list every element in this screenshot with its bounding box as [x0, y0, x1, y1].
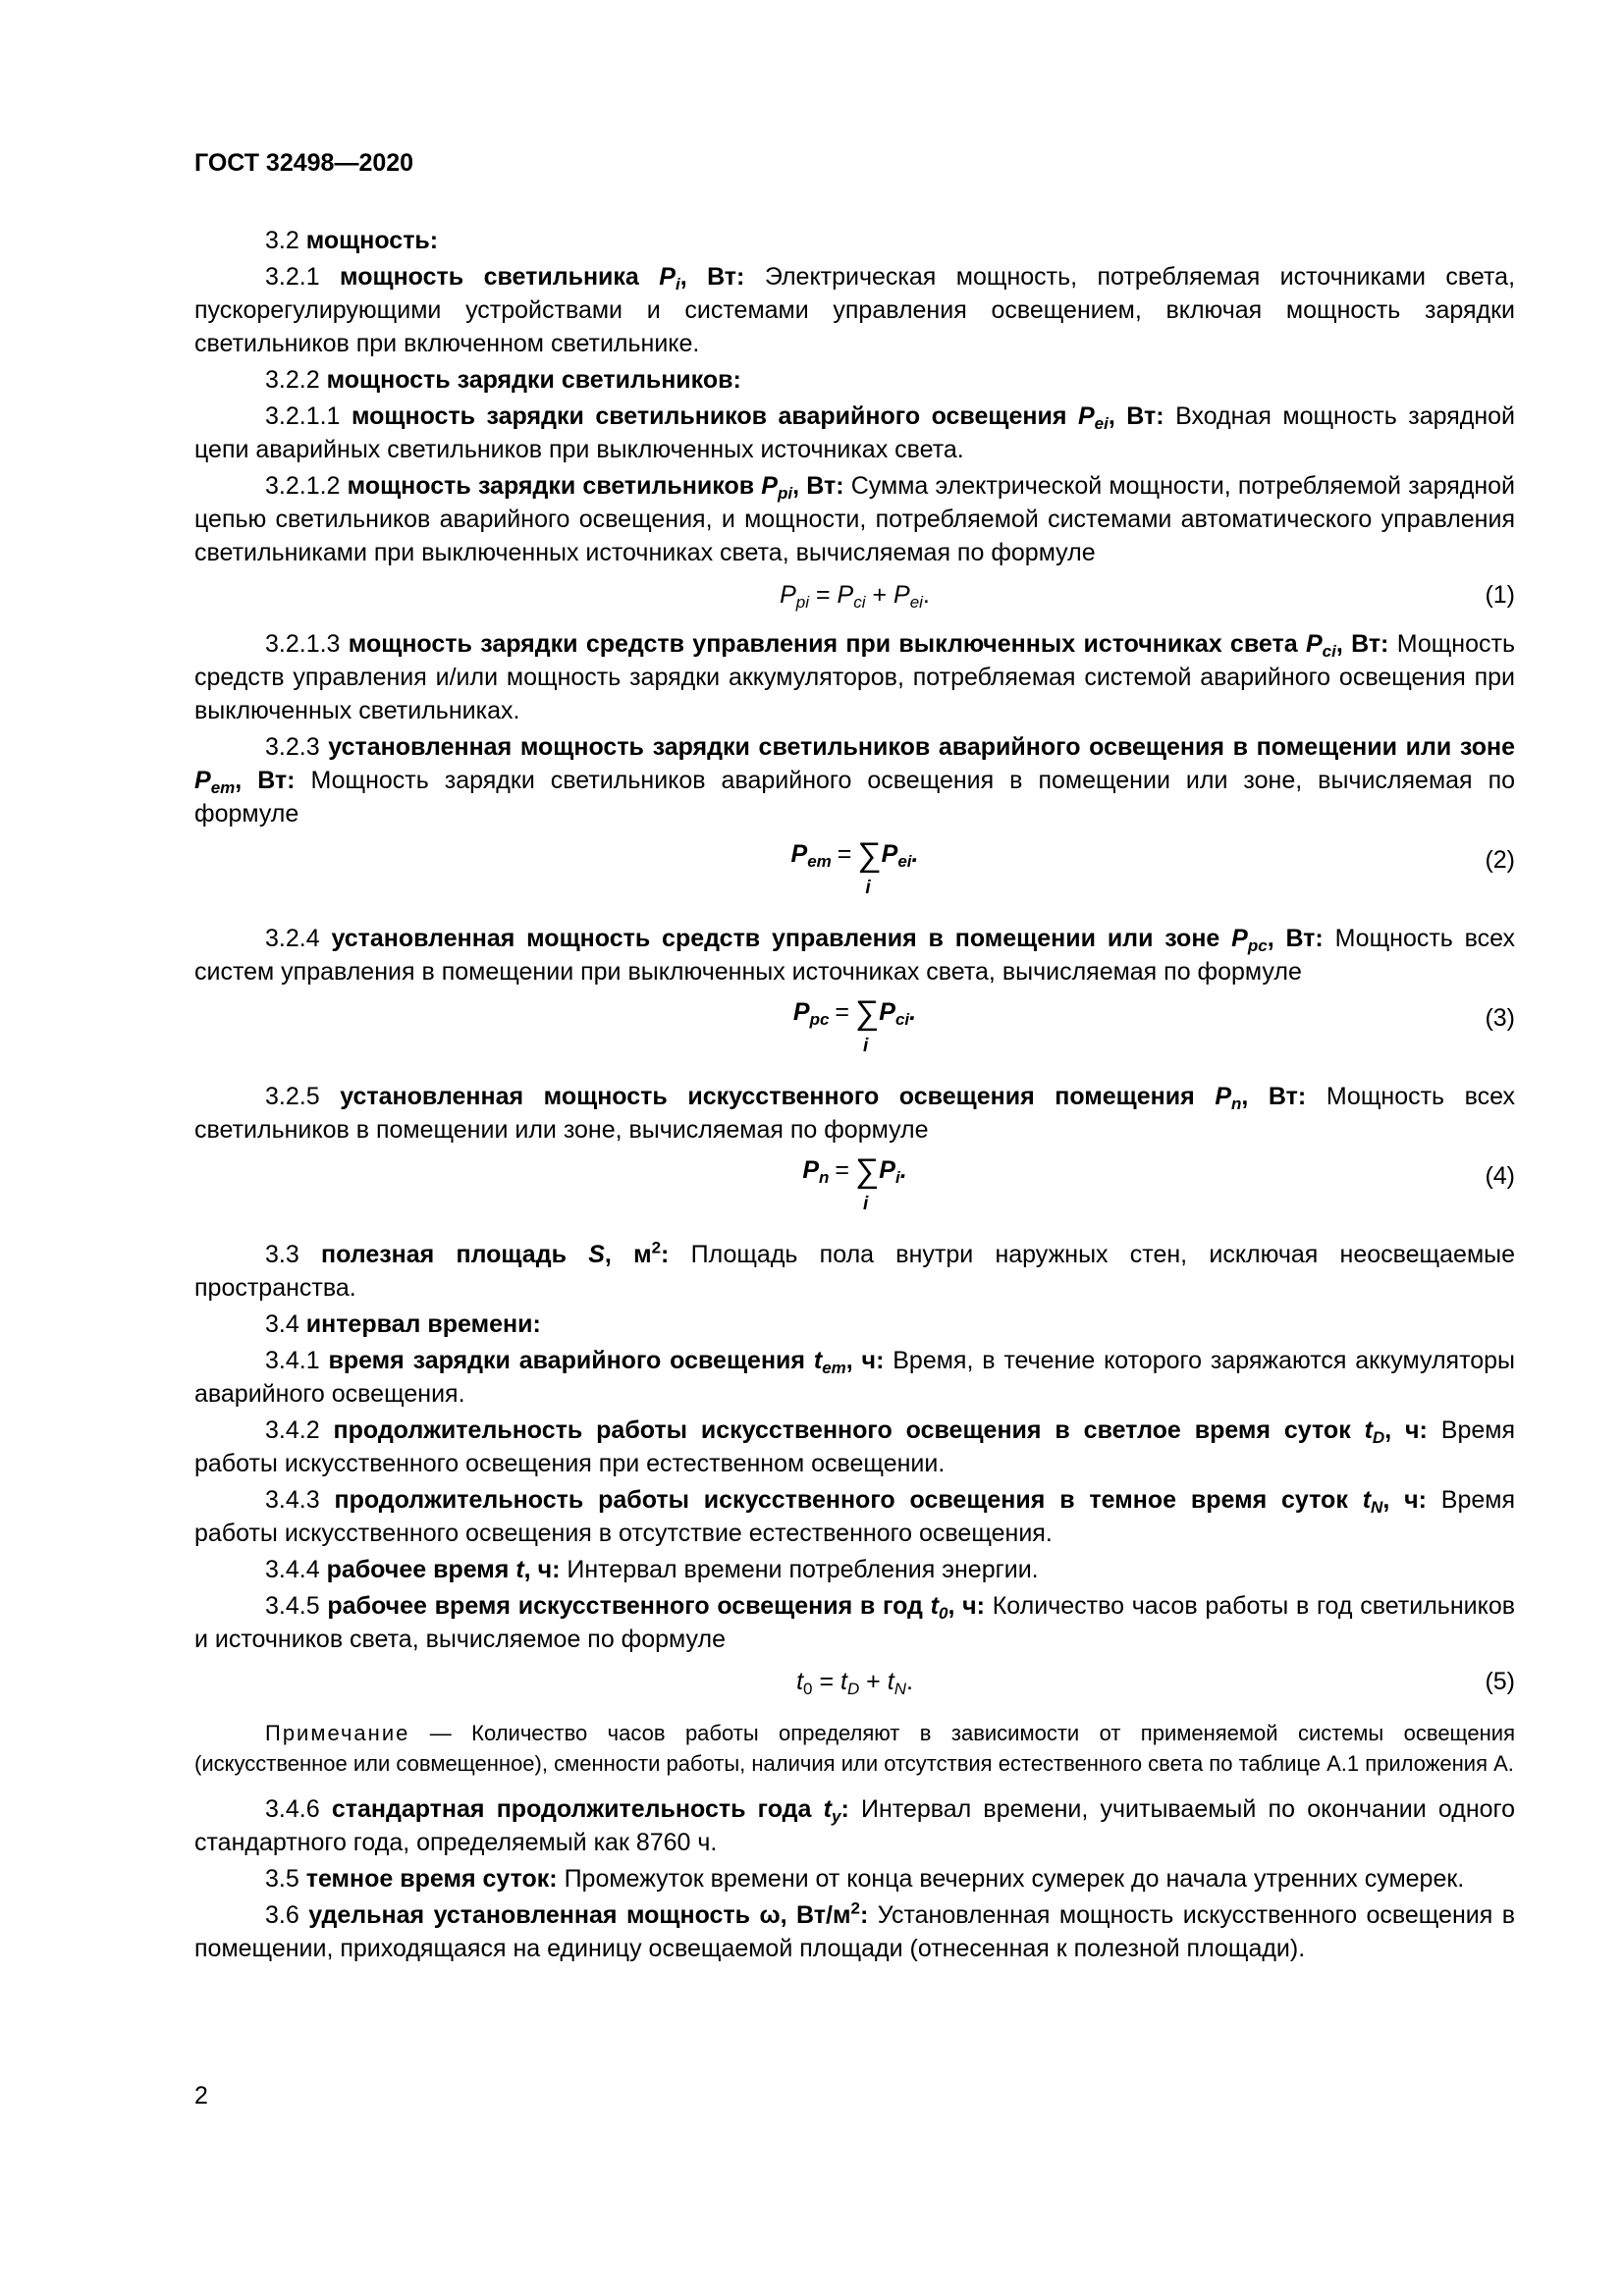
section-number: 3.6 — [265, 1901, 299, 1929]
section-3-2-1-1 — [194, 400, 1515, 466]
note-label: Примечание — [265, 1721, 410, 1745]
unit: , Вт: — [1267, 925, 1324, 952]
definition: Мощность зарядки светильников аварийного освещения в помещении или зоне, вычисляемая по формуле — [194, 767, 1516, 828]
definition: Интервал времени потребления энергии. — [560, 1556, 1039, 1583]
definition: Мощность всех светильников в помещении или зоне, вычисляемая по формуле — [194, 1083, 1516, 1144]
unit: , Вт: — [1241, 1083, 1307, 1110]
section-3-4-1 — [194, 1344, 1515, 1411]
formula-3 — [194, 991, 1515, 1074]
section-number: 3.2.1.2 — [265, 472, 341, 500]
section-3-2-5 — [194, 1080, 1515, 1147]
term: мощность: — [305, 227, 439, 254]
section-3-4-6 — [194, 1792, 1515, 1859]
formula-expression: $P_{em}$ = ∑ i $P_{ei}$. — [790, 836, 919, 898]
symbol: $P_{ci}$ — [1305, 630, 1336, 662]
term: рабочее время — [326, 1556, 510, 1583]
term: мощность зарядки светильников аварийного освещения — [351, 402, 1067, 430]
sum-symbol: ∑ i — [857, 836, 882, 898]
section-3-4 — [194, 1308, 1515, 1341]
term: установленная мощность средств управления в помещении или зоне — [331, 925, 1220, 952]
symbol: $P_n$ — [1215, 1083, 1242, 1114]
section-3-2-3 — [194, 730, 1515, 830]
section-number: 3.4.4 — [265, 1556, 320, 1583]
unit: , ч: — [845, 1347, 885, 1374]
definition: Время работы искусственного освещения в отсутствие естественного освещения. — [194, 1486, 1516, 1547]
definition: Интервал времени, учитываемый по окончании одного стандартного года, определяемый как 8760 ч. — [194, 1795, 1516, 1856]
section-3-4-5 — [194, 1589, 1515, 1656]
section-3-6 — [194, 1898, 1515, 1965]
section-3-2 — [194, 224, 1515, 257]
section-number: 3.2.3 — [265, 733, 320, 761]
section-number: 3.2 — [265, 227, 299, 254]
term: мощность зарядки светильников: — [326, 366, 741, 394]
section-number: 3.5 — [265, 1865, 299, 1893]
definition: Мощность всех систем управления в помещении при выключенных источниках света, вычисляемая по формуле — [194, 925, 1515, 986]
formula-number: (5) — [1485, 1668, 1515, 1695]
page-number: 2 — [194, 2082, 208, 2109]
section-number: 3.4.1 — [265, 1347, 320, 1374]
formula-expression: $P_n$ = ∑ i $P_i$. — [802, 1152, 907, 1214]
section-3-2-1 — [194, 260, 1515, 360]
symbol: t — [515, 1556, 524, 1583]
term: рабочее время искусственного освещения в год — [327, 1592, 923, 1620]
section-number: 3.2.1.1 — [265, 402, 341, 430]
section-3-2-1-2 — [194, 469, 1515, 569]
definition: Сумма электрической мощности, потребляемой зарядной цепью светильников аварийного освещения, и мощности, потребляемой системами автоматического управления светильниками при выключенных источниках света, вычисляемая по формуле — [194, 472, 1515, 566]
section-number: 3.2.5 — [265, 1083, 320, 1110]
symbol: $t_0$ — [930, 1592, 948, 1624]
term: полезная площадь — [321, 1241, 567, 1268]
section-number: 3.2.2 — [265, 366, 320, 394]
section-3-3 — [194, 1238, 1515, 1305]
section-number: 3.4.6 — [265, 1795, 320, 1823]
symbol: ω — [759, 1901, 781, 1929]
term: мощность зарядки средств управления при выключенных источниках света — [348, 630, 1298, 658]
term: интервал времени: — [305, 1310, 541, 1338]
symbol: S — [588, 1241, 605, 1268]
term: установленная мощность искусственного освещения помещения — [340, 1083, 1195, 1110]
document-header: ГОСТ 32498—2020 — [194, 149, 414, 177]
sum-symbol: ∑ i — [855, 1152, 880, 1214]
section-3-4-3 — [194, 1483, 1515, 1550]
section-3-5 — [194, 1862, 1515, 1896]
document-body — [194, 224, 1515, 1968]
symbol: $P_{ei}$ — [1077, 402, 1109, 434]
formula-1 — [194, 572, 1515, 621]
term: установленная мощность зарядки светильников аварийного освещения в помещении или зоне — [328, 733, 1515, 761]
section-3-4-2 — [194, 1414, 1515, 1480]
formula-expression: $t_0 = t_D + t_N$. — [796, 1668, 913, 1699]
section-3-2-4 — [194, 922, 1515, 988]
term: продолжительность работы искусственного освещения в темное время суток — [334, 1486, 1348, 1514]
note — [194, 1718, 1515, 1779]
term: мощность светильника — [340, 263, 639, 291]
formula-number: (4) — [1485, 1162, 1515, 1190]
symbol: $t_N$ — [1362, 1486, 1383, 1518]
unit: , ч: — [947, 1592, 985, 1620]
symbol: $t_D$ — [1364, 1416, 1385, 1448]
unit: , Вт: — [1108, 402, 1164, 430]
section-3-2-2 — [194, 363, 1515, 397]
unit: , $Вт/м^2$: — [780, 1898, 869, 1929]
unit: , ч: — [1382, 1486, 1427, 1514]
formula-expression: $P_{pi} = P_{ci} + P_{ei}$. — [780, 581, 930, 613]
note-text: — Количество часов работы определяют в зависимости от применяемой системы освещения (искусственное или совмещенное), сменности работы, наличия или отсутствия естественного света по таблице А.1 приложения А. — [194, 1721, 1515, 1776]
section-number: 3.2.4 — [265, 925, 320, 952]
term: мощность зарядки светильников — [347, 472, 755, 500]
term: стандартная продолжительность года — [331, 1795, 812, 1823]
section-3-2-1-3 — [194, 627, 1515, 727]
formula-number: (1) — [1485, 581, 1515, 609]
symbol: $P_i$ — [659, 263, 680, 294]
definition: Количество часов работы в год светильников и источников света, вычисляемое по формуле — [194, 1592, 1516, 1653]
unit: , Вт: — [235, 767, 296, 794]
definition: Время, в течение которого заряжаются аккумуляторы аварийного освещения. — [194, 1347, 1516, 1408]
section-number: 3.4.3 — [265, 1486, 320, 1514]
definition: Входная мощность зарядной цепи аварийных светильников при выключенных источниках света. — [194, 402, 1516, 463]
section-3-4-4 — [194, 1553, 1515, 1586]
definition: Время работы искусственного освещения при естественном освещении. — [194, 1416, 1515, 1477]
unit: , ч: — [1384, 1416, 1428, 1444]
section-number: 3.2.1.3 — [265, 630, 341, 658]
section-number: 3.4.5 — [265, 1592, 320, 1620]
formula-expression: $P_{pc}$ = ∑ i $P_{ci}$. — [792, 994, 917, 1056]
symbol: $t_y$ — [823, 1795, 841, 1827]
symbol: $P_{em}$ — [194, 767, 236, 798]
unit: , Вт: — [1335, 630, 1389, 658]
definition: Мощность средств управления и/или мощность зарядки аккумуляторов, потребляемая системой аварийного освещения при выключенных светильниках. — [194, 630, 1515, 724]
unit: , ч: — [523, 1556, 561, 1583]
section-number: 3.4 — [265, 1310, 299, 1338]
formula-4 — [194, 1149, 1515, 1232]
section-number: 3.4.2 — [265, 1416, 320, 1444]
formula-number: (3) — [1485, 1004, 1515, 1032]
formula-2 — [194, 833, 1515, 916]
formula-5 — [194, 1659, 1515, 1708]
symbol: $t_{em}$ — [813, 1347, 846, 1378]
definition: Площадь пола внутри наружных стен, исключая неосвещаемые пространства. — [194, 1241, 1515, 1302]
term: время зарядки аварийного освещения — [328, 1347, 805, 1374]
definition: Промежуток времени от конца вечерних сумерек до начала утренних сумерек. — [557, 1865, 1465, 1893]
definition: Электрическая мощность, потребляемая источниками света, пускорегулирующими устройствами и системами управления освещением, включая мощность зарядки светильников при включенном светильнике. — [194, 263, 1516, 357]
symbol: $P_{pi}$ — [761, 472, 793, 504]
sum-symbol: ∑ i — [855, 994, 880, 1056]
unit: : — [840, 1795, 849, 1823]
term: продолжительность работы искусственного освещения в светлое время суток — [333, 1416, 1351, 1444]
unit: , Вт: — [792, 472, 844, 500]
symbol: $P_{pc}$ — [1231, 925, 1268, 956]
term: темное время суток: — [305, 1865, 558, 1893]
term: удельная установленная мощность — [308, 1901, 751, 1929]
section-number: 3.3 — [265, 1241, 299, 1268]
section-number: 3.2.1 — [265, 263, 320, 291]
unit: , Вт: — [679, 263, 745, 291]
formula-number: (2) — [1485, 846, 1515, 874]
unit: , $м^2$: — [604, 1238, 670, 1268]
definition: Установленная мощность искусственного освещения в помещении, приходящаяся на единицу освещаемой площади (отнесенная к полезной площади). — [194, 1901, 1516, 1962]
